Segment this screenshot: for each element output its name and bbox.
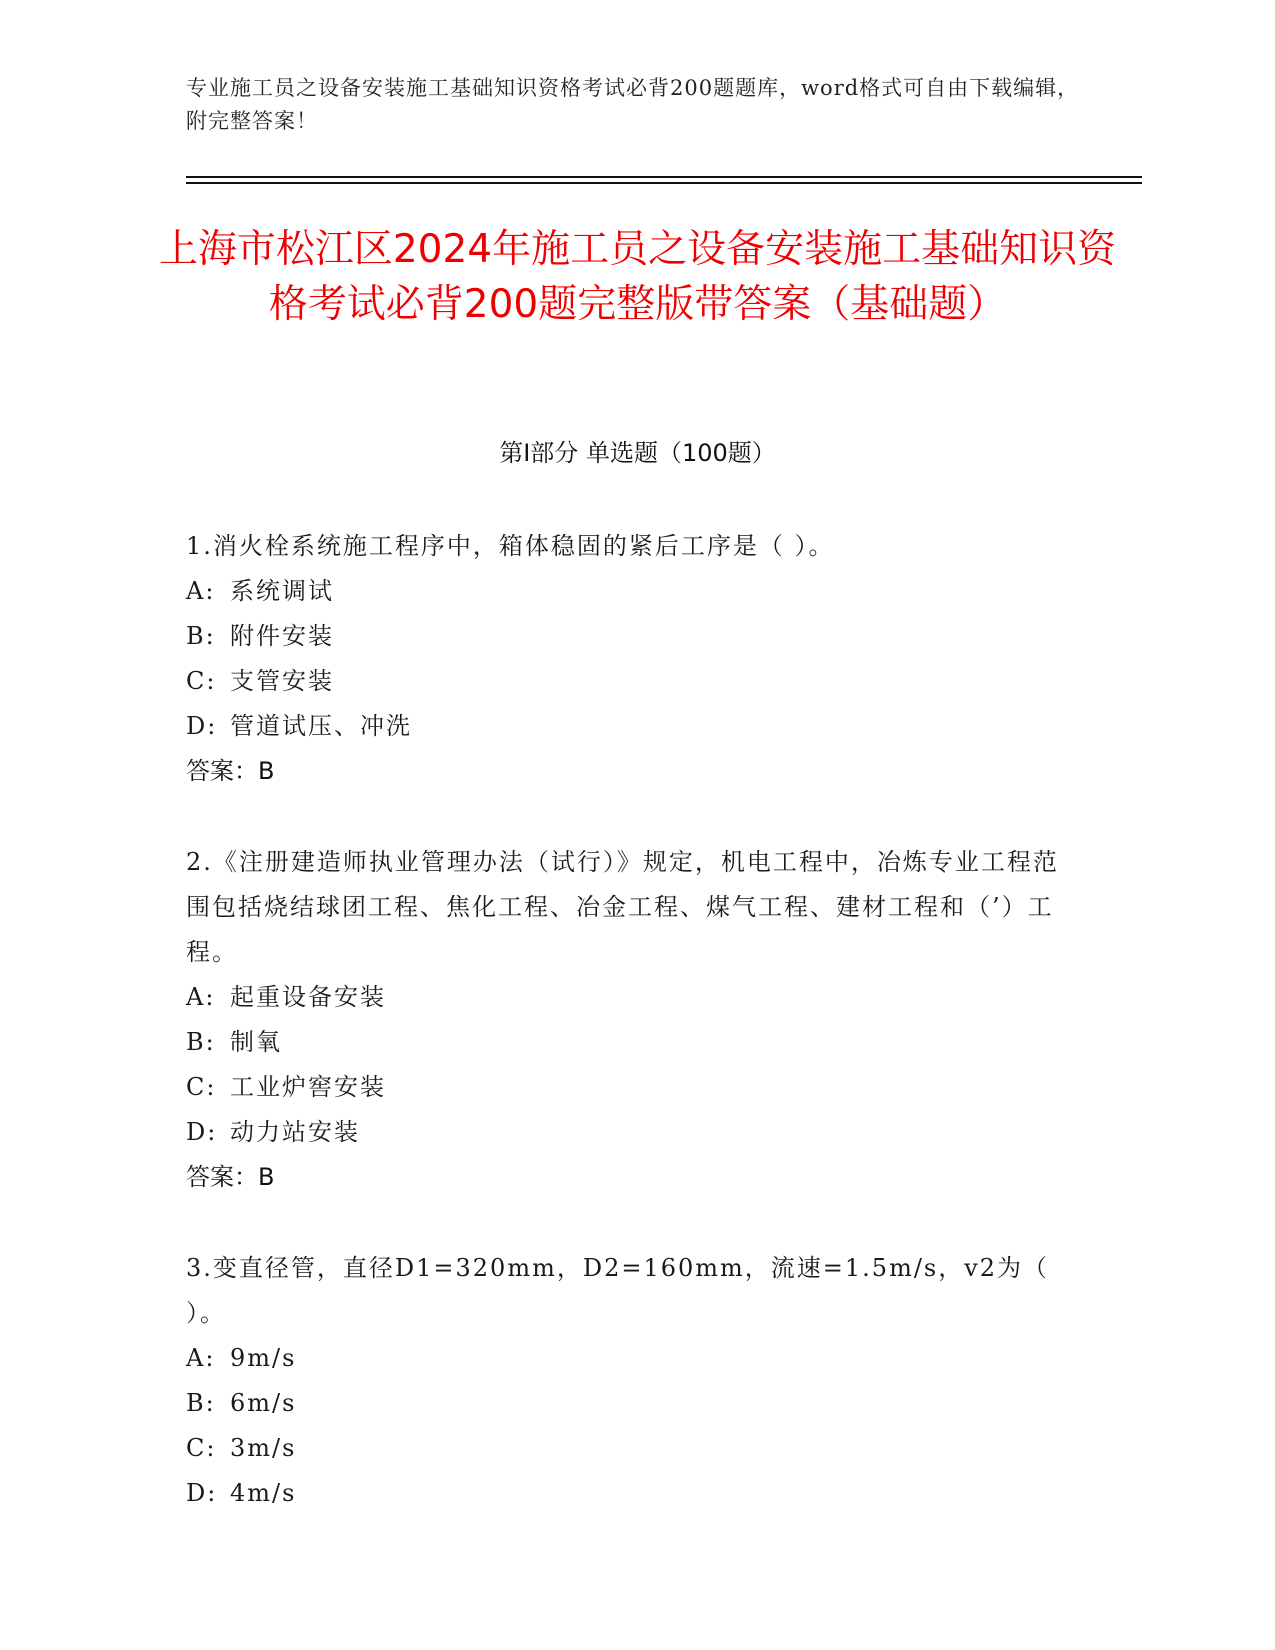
answer <box>186 749 1066 794</box>
option-letter: A: <box>186 983 216 1011</box>
option-letter: D: <box>186 1118 218 1146</box>
option-letter: C: <box>186 1434 217 1462</box>
option-a <box>186 569 1066 614</box>
header-note: 专业施工员之设备安装施工基础知识资格考试必背200题题库，word格式可自由下载编辑，附完整答案！ <box>186 76 1080 133</box>
answer-value: B <box>258 757 275 785</box>
answer <box>186 1155 1066 1200</box>
question-1 <box>186 524 1066 794</box>
option-text: 9m/s <box>230 1344 297 1372</box>
option-text: 4m/s <box>230 1479 297 1507</box>
question-text: 2.《注册建造师执业管理办法（试行）》规定，机电工程中，冶炼专业工程范围包括烧结球团工程、焦化工程、冶金工程、煤气工程、建材工程和（’）工程。 <box>186 848 1059 966</box>
option-letter: A: <box>186 577 216 605</box>
option-letter: D: <box>186 712 218 740</box>
answer-label: 答案： <box>186 1163 258 1191</box>
question-text: 3.变直径管，直径D1=320mm，D2=160mm，流速=1.5m/s，v2为（ ）。 <box>186 1254 1050 1327</box>
option-text: 附件安装 <box>230 622 334 650</box>
option-text: 管道试压、冲洗 <box>230 712 412 740</box>
option-text: 制氧 <box>230 1028 282 1056</box>
option-d <box>186 704 1066 749</box>
option-b <box>186 1020 1066 1065</box>
option-letter: C: <box>186 1073 217 1101</box>
question-3 <box>186 1246 1066 1516</box>
option-c <box>186 1065 1066 1110</box>
option-text: 系统调试 <box>230 577 334 605</box>
option-letter: A: <box>186 1344 216 1372</box>
document-title: 上海市松江区2024年施工员之设备安装施工基础知识资格考试必背200题完整版带答案（基础题） <box>158 227 1117 327</box>
option-letter: B: <box>186 622 216 650</box>
option-text: 3m/s <box>230 1434 297 1462</box>
option-text: 支管安装 <box>230 667 334 695</box>
question-text: 1.消火栓系统施工程序中，箱体稳固的紧后工序是（ ）。 <box>186 532 835 560</box>
option-a <box>186 1336 1066 1381</box>
option-b <box>186 1381 1066 1426</box>
option-letter: B: <box>186 1389 216 1417</box>
header-divider-top <box>186 176 1142 178</box>
option-letter: D: <box>186 1479 218 1507</box>
question-list <box>186 524 1066 1562</box>
option-d <box>186 1110 1066 1155</box>
option-c <box>186 1426 1066 1471</box>
option-text: 动力站安装 <box>230 1118 360 1146</box>
option-b <box>186 614 1066 659</box>
option-letter: B: <box>186 1028 216 1056</box>
option-text: 起重设备安装 <box>230 983 386 1011</box>
question-2 <box>186 840 1066 1200</box>
option-c <box>186 659 1066 704</box>
option-text: 工业炉窖安装 <box>230 1073 386 1101</box>
option-a <box>186 975 1066 1020</box>
option-d <box>186 1471 1066 1516</box>
header-divider-bottom <box>186 182 1142 184</box>
answer-label: 答案： <box>186 757 258 785</box>
option-text: 6m/s <box>230 1389 297 1417</box>
answer-value: B <box>258 1163 275 1191</box>
section-title: 第I部分 单选题（100题） <box>499 439 776 467</box>
option-letter: C: <box>186 667 217 695</box>
